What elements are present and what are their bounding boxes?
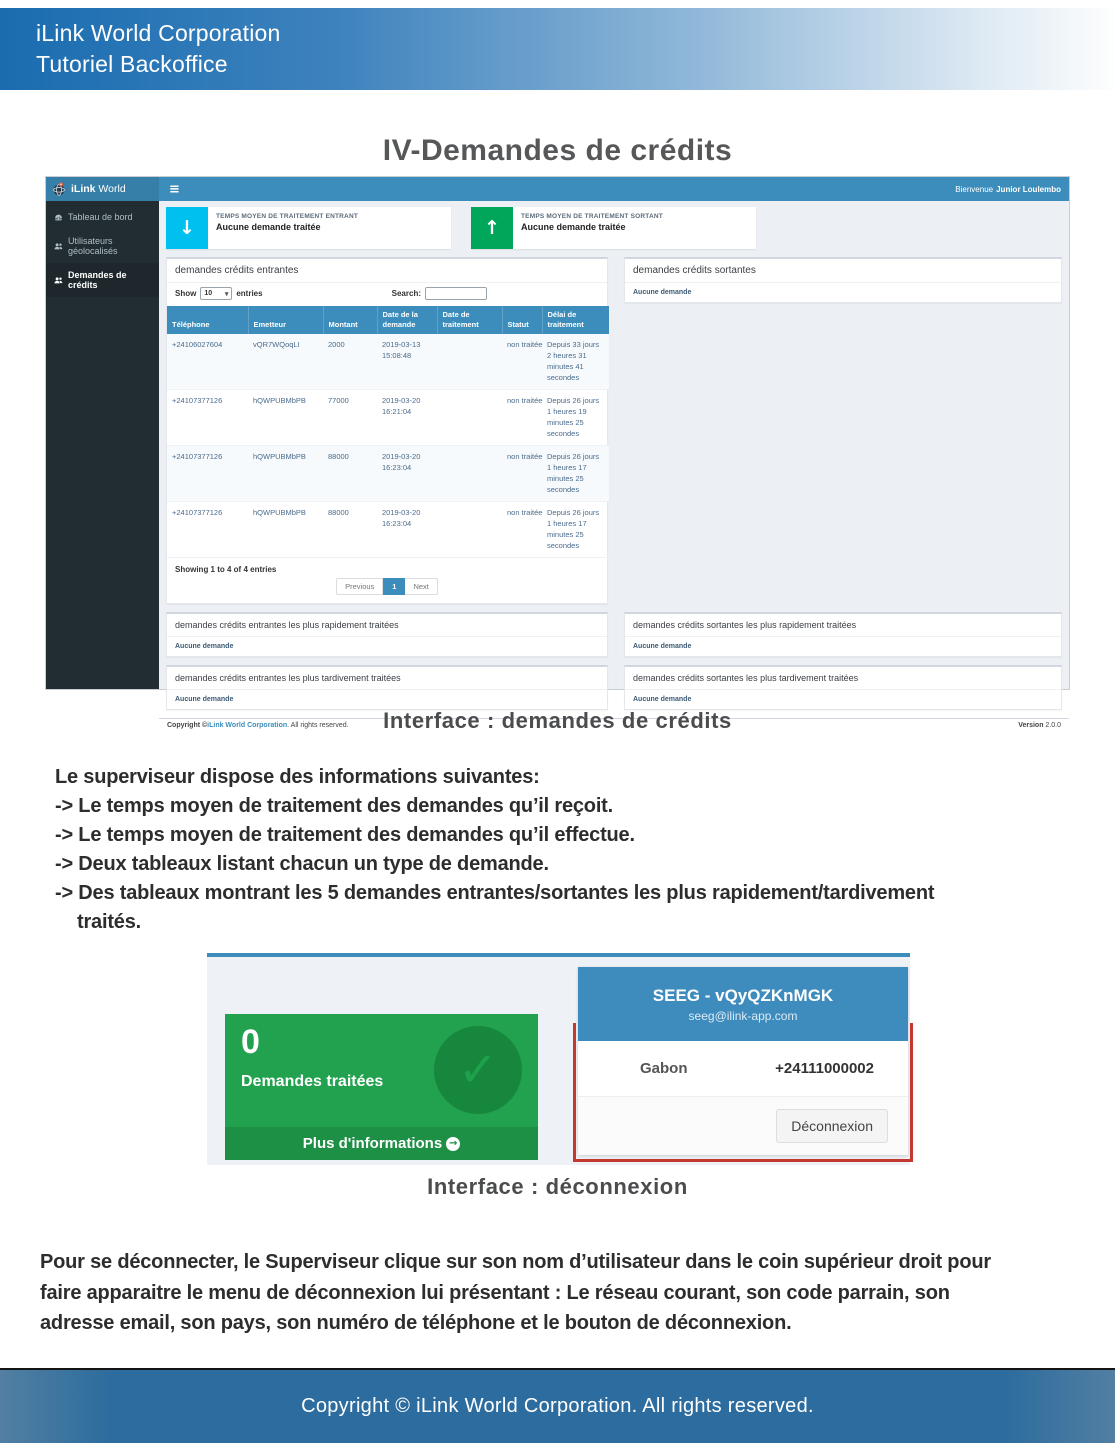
column-header-telephone[interactable]: Téléphone [167, 306, 248, 334]
page-1-button[interactable]: 1 [383, 578, 405, 595]
panel-demandes-entrantes [166, 257, 608, 604]
version-text: Version 2.0.0 [1018, 721, 1061, 729]
cell-date-traitement [437, 501, 502, 557]
show-label: Show [175, 289, 197, 298]
cell-date-traitement [437, 445, 502, 501]
cell-emetteur: hQWPUBMbPB [248, 389, 323, 445]
info-text [55, 763, 1065, 937]
user-phone: +24111000002 [775, 1060, 874, 1077]
document-subtitle: Tutoriel Backoffice [36, 51, 228, 77]
user-dropdown-header [578, 967, 908, 1041]
empty-message: Aucune demande [633, 289, 692, 296]
stat-label: TEMPS MOYEN DE TRAITEMENT SORTANT [521, 213, 663, 220]
network-name: SEEG - vQyQZKnMGK [652, 985, 834, 1005]
table-row [167, 445, 609, 501]
panel-sortantes-rapides [624, 612, 1062, 657]
cell-statut: non traitée [502, 334, 542, 390]
more-info-button[interactable]: Plus d'informations → [225, 1127, 538, 1160]
cell-montant: 88000 [323, 501, 377, 557]
stat-label: TEMPS MOYEN DE TRAITEMENT ENTRANT [216, 213, 359, 220]
previous-page-button[interactable]: Previous [336, 578, 383, 595]
info-line: -> Deux tableaux listant chacun un type de demande. [55, 853, 549, 875]
info-intro: Le superviseur dispose des informations suivantes: [55, 766, 540, 788]
cell-emetteur: hQWPUBMbPB [248, 501, 323, 557]
table-row [167, 501, 609, 557]
pagination [167, 574, 607, 603]
info-line: -> Le temps moyen de traitement des demandes qu’il effectue. [55, 824, 635, 846]
empty-message: Aucune demande [175, 695, 234, 703]
chevron-down-icon: ▾ [224, 290, 229, 298]
column-header-date-demande[interactable]: Date de la demande [377, 306, 437, 334]
copyright-prefix: Copyright © [167, 721, 208, 729]
sidebar-item-label: Demandes de crédits [68, 270, 127, 290]
panel-demandes-sortantes [624, 257, 1062, 303]
users-icon [54, 276, 63, 285]
section-title: IV-Demandes de crédits [382, 134, 733, 167]
page-footer [0, 1368, 1115, 1443]
caption-credits: Interface : demandes de crédits [383, 708, 732, 733]
globe-icon [52, 182, 66, 196]
entries-label: entries [236, 289, 263, 298]
column-header-delai[interactable]: Délai de traitement [542, 306, 609, 334]
cell-date-demande: 2019-03-20 16:21:04 [377, 389, 437, 445]
page-header [0, 8, 1115, 90]
table-info: Showing 1 to 4 of 4 entries [175, 564, 277, 574]
welcome-label: Bienvenue [955, 184, 994, 194]
logout-screenshot [207, 953, 910, 1165]
info-line: -> Des tableaux montrant les 5 demandes entrantes/sortantes les plus rapidement/tardivement [55, 882, 935, 904]
user-menu[interactable] [955, 177, 1069, 201]
cell-delai: Depuis 26 jours 1 heures 19 minutes 25 secondes [542, 389, 609, 445]
panel-sortantes-tardives [624, 665, 1062, 710]
brand-logo[interactable] [46, 177, 159, 201]
cell-montant: 77000 [323, 389, 377, 445]
cell-delai: Depuis 26 jours 1 heures 17 minutes 25 secondes [542, 445, 609, 501]
sidebar-item-utilisateurs-geolocalises[interactable] [46, 229, 159, 263]
treated-label: Demandes traitées [241, 1073, 384, 1091]
page-size-select[interactable]: 10 ▾ [200, 287, 232, 300]
arrow-down-icon: ↓ [166, 207, 208, 249]
menu-icon[interactable]: ≡ [169, 181, 180, 197]
cell-montant: 88000 [323, 445, 377, 501]
logout-button[interactable]: Déconnexion [776, 1109, 888, 1143]
treated-count: 0 [241, 1023, 260, 1061]
cell-date-demande: 2019-03-20 16:23:04 [377, 501, 437, 557]
sidebar-item-demandes-de-credits[interactable] [46, 263, 159, 297]
table-row [167, 389, 609, 445]
dashboard-icon [54, 213, 63, 222]
treated-requests-card [225, 1014, 538, 1160]
cell-statut: non traitée [502, 445, 542, 501]
credits-table [167, 306, 609, 558]
next-page-button[interactable]: Next [405, 578, 437, 595]
cell-emetteur: vQR7WQoqLI [248, 334, 323, 390]
panel-title: demandes crédits sortantes les plus tardivement traitées [633, 672, 859, 683]
column-header-emetteur[interactable]: Emetteur [248, 306, 323, 334]
cell-date-demande: 2019-03-13 15:08:48 [377, 334, 437, 390]
panel-entrantes-rapides [166, 612, 608, 657]
users-icon [54, 242, 63, 251]
caption-logout: Interface : déconnexion [427, 1174, 688, 1199]
cell-telephone: +24107377126 [167, 445, 248, 501]
stat-value: Aucune demande traitée [216, 222, 321, 232]
info-line: -> Le temps moyen de traitement des demandes qu’il reçoit. [55, 795, 613, 817]
search-label: Search: [391, 289, 421, 298]
table-row [167, 334, 609, 390]
cell-date-demande: 2019-03-20 16:23:04 [377, 445, 437, 501]
cell-telephone: +24107377126 [167, 501, 248, 557]
cell-date-traitement [437, 389, 502, 445]
user-dropdown-body [578, 1041, 908, 1097]
arrow-up-icon: ↑ [471, 207, 513, 249]
cell-delai: Depuis 33 jours 2 heures 31 minutes 41 secondes [542, 334, 609, 390]
paragraph-line: faire apparaitre le menu de déconnexion lui présentant : Le réseau courant, son code parrain, son [40, 1281, 950, 1304]
column-header-statut[interactable]: Statut [502, 306, 542, 334]
user-country: Gabon [640, 1060, 688, 1077]
empty-message: Aucune demande [175, 642, 234, 650]
user-email: seeg@ilink-app.com [688, 1008, 798, 1023]
copyright-link[interactable]: iLink World Corporation [207, 721, 288, 729]
empty-message: Aucune demande [633, 695, 692, 703]
panel-title: demandes crédits sortantes les plus rapidement traitées [633, 619, 857, 630]
panel-entrantes-tardives [166, 665, 608, 710]
user-dropdown-footer [578, 1097, 908, 1155]
logout-paragraph [40, 1247, 1040, 1339]
panel-title: demandes crédits entrantes les plus rapidement traitées [175, 619, 399, 630]
cell-montant: 2000 [323, 334, 377, 390]
stat-card-sortant [471, 207, 756, 249]
navbar-edge [207, 953, 910, 957]
info-line: traités. [77, 911, 141, 933]
search-input[interactable] [425, 287, 487, 300]
empty-message: Aucune demande [633, 642, 692, 650]
sidebar [46, 201, 159, 689]
sidebar-item-tableau-de-bord[interactable] [46, 205, 159, 229]
brand-text: iLink World [71, 183, 126, 195]
user-dropdown [578, 967, 908, 1155]
cell-emetteur: hQWPUBMbPB [248, 445, 323, 501]
dashboard-navbar [46, 177, 1069, 201]
paragraph-line: Pour se déconnecter, le Superviseur clique sur son nom d’utilisateur dans le coin supérieur droit pour [40, 1251, 991, 1273]
column-header-montant[interactable]: Montant [323, 306, 377, 334]
paragraph-line: adresse email, son pays, son numéro de téléphone et le bouton de déconnexion. [40, 1312, 792, 1334]
panel-title: demandes crédits entrantes [175, 265, 299, 276]
panel-title: demandes crédits sortantes [633, 265, 756, 276]
cell-telephone: +24106027604 [167, 334, 248, 390]
cell-statut: non traitée [502, 501, 542, 557]
cell-statut: non traitée [502, 389, 542, 445]
footer-text: Copyright © iLink World Corporation. All rights reserved. [301, 1395, 814, 1417]
panel-title: demandes crédits entrantes les plus tardivement traitées [175, 672, 401, 683]
stat-value: Aucune demande traitée [521, 222, 626, 232]
company-name: iLink World Corporation [36, 20, 281, 46]
cell-delai: Depuis 26 jours 1 heures 17 minutes 25 secondes [542, 501, 609, 557]
stat-card-entrant [166, 207, 451, 249]
check-circle-icon: ✓ [434, 1026, 522, 1114]
dashboard-content [159, 201, 1069, 718]
sidebar-item-label: Utilisateurs géolocalisés [68, 236, 118, 256]
arrow-circle-icon: → [446, 1137, 460, 1151]
sidebar-item-label: Tableau de bord [68, 212, 133, 222]
welcome-username: Junior Loulembo [996, 184, 1061, 194]
copyright-suffix: . All rights reserved. [287, 721, 349, 729]
cell-date-traitement [437, 334, 502, 390]
cell-telephone: +24107377126 [167, 389, 248, 445]
column-header-date-traitement[interactable]: Date de traitement [437, 306, 502, 334]
